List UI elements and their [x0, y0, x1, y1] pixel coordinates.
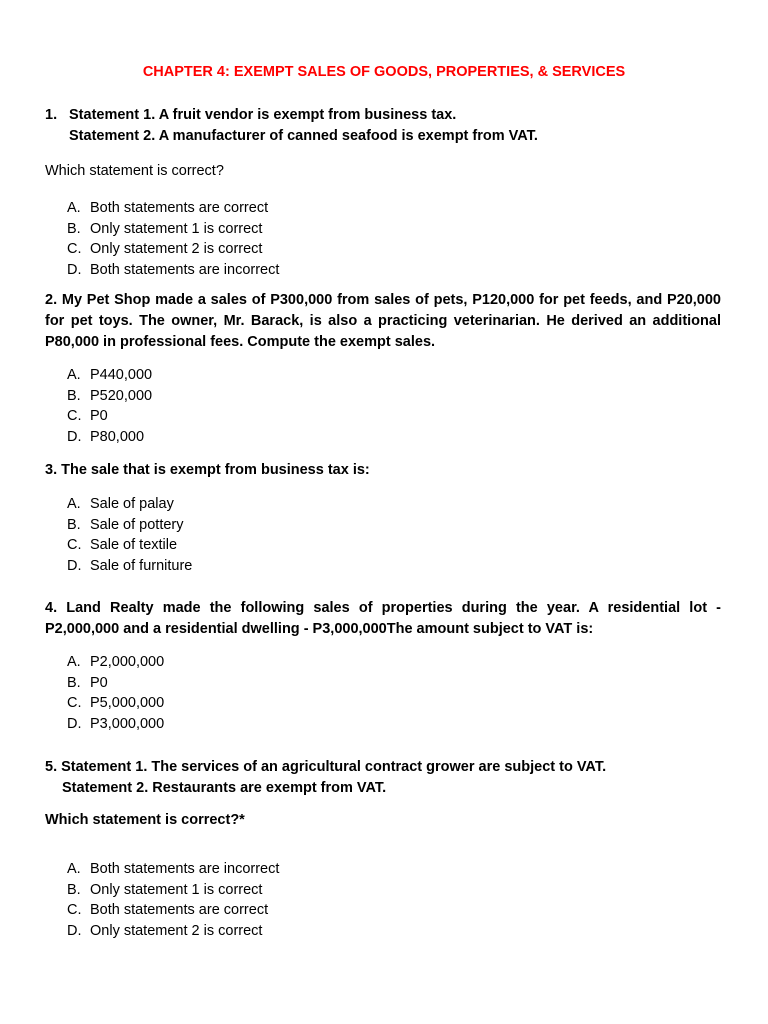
question-1-prompt: Which statement is correct? [45, 163, 224, 179]
option-a: A. Sale of palay [67, 496, 174, 512]
question-3-options [67, 494, 192, 576]
option-a: A. P2,000,000 [67, 654, 165, 670]
option-a: A. P440,000 [67, 367, 153, 383]
option-b: B. Sale of pottery [67, 516, 184, 533]
question-5-statement-1: 5. Statement 1. The services of an agricultural contract grower are subject to VAT. [45, 759, 607, 775]
option-a: A. Both statements are correct [67, 200, 269, 216]
option-d: D. P80,000 [67, 428, 145, 445]
question-1-statement-1: 1. Statement 1. A fruit vendor is exempt from business tax. [45, 105, 721, 126]
option-b: B. P520,000 [67, 387, 153, 404]
option-b: B. Only statement 1 is correct [67, 220, 263, 237]
option-c: C. Sale of textile [67, 537, 178, 553]
question-5-prompt: Which statement is correct?* [45, 812, 245, 828]
question-2-options [67, 365, 152, 447]
question-1 [45, 105, 721, 147]
option-c: C. Both statements are correct [67, 902, 269, 918]
option-c: C. Only statement 2 is correct [67, 241, 263, 257]
question-4: 4. Land Realty made the following sales of properties during the year. A residential lot - P2,000,000 and a residential dwelling - P3,000,000The amount subject to VAT is: [45, 600, 721, 637]
option-c: C. P0 [67, 408, 108, 424]
option-d: D. Sale of furniture [67, 557, 193, 574]
question-2: 2. My Pet Shop made a sales of P300,000 from sales of pets, P120,000 for pet feeds, and P20,000 for pet toys. The owner, Mr. Barack, is also a practicing veterinarian. He derived an additional P80,000 in professional fees. Compute the exempt sales. [45, 292, 721, 350]
chapter-title: CHAPTER 4: EXEMPT SALES OF GOODS, PROPERTIES, & SERVICES [142, 64, 626, 80]
question-5-options [67, 859, 279, 941]
question-1-statement-2: Statement 2. A manufacturer of canned seafood is exempt from VAT. [69, 128, 538, 144]
option-d: D. P3,000,000 [67, 715, 165, 732]
question-3: 3. The sale that is exempt from business tax is: [45, 462, 370, 478]
question-5-statement-2: Statement 2. Restaurants are exempt from VAT. [62, 780, 387, 796]
question-1-number: 1. [45, 107, 58, 123]
question-1-options [67, 198, 279, 280]
option-b: B. Only statement 1 is correct [67, 881, 263, 898]
option-c: C. P5,000,000 [67, 695, 165, 711]
option-a: A. Both statements are incorrect [67, 861, 280, 877]
question-5 [45, 757, 721, 799]
option-b: B. P0 [67, 674, 108, 691]
question-4-options [67, 652, 164, 734]
option-d: D. Both statements are incorrect [67, 261, 280, 278]
option-d: D. Only statement 2 is correct [67, 922, 263, 939]
